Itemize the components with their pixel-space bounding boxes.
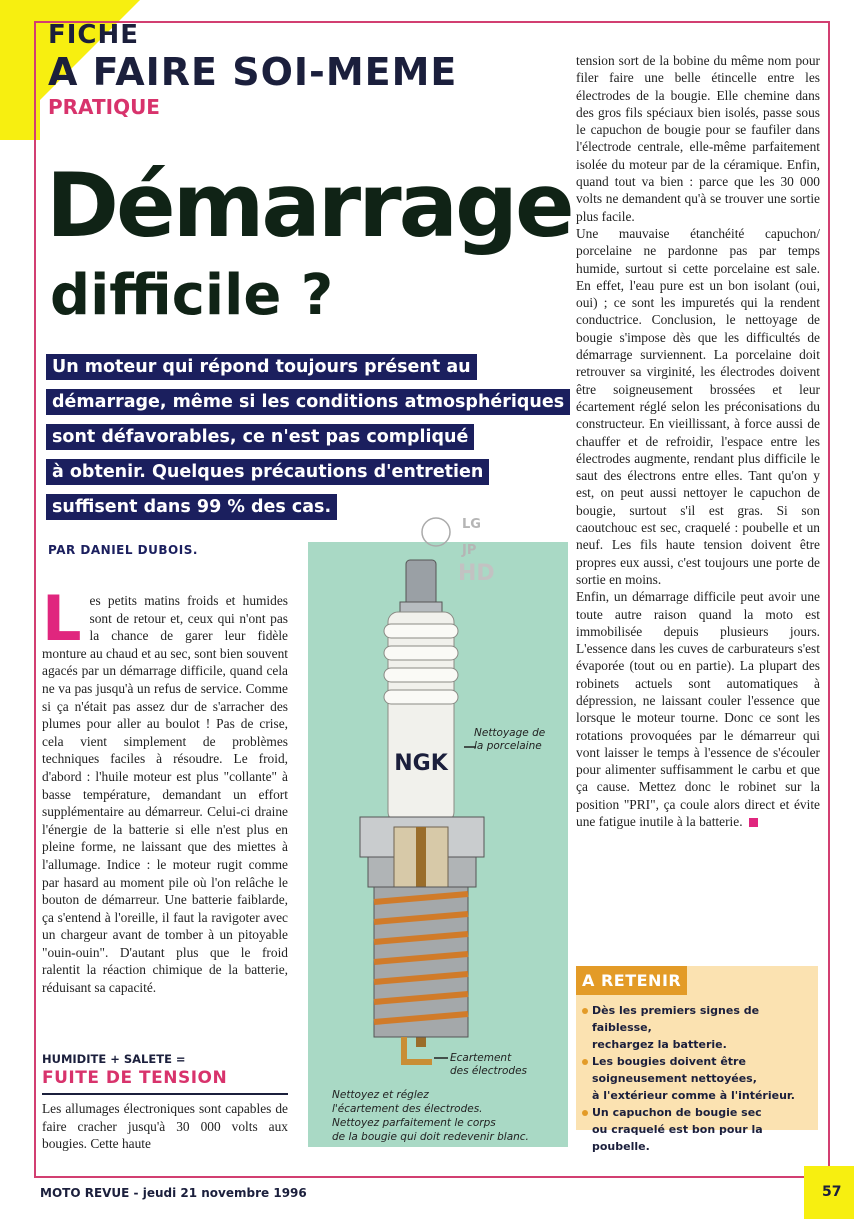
spark-plug-porcelain	[384, 612, 458, 822]
section-label-fiche: FICHE	[48, 20, 140, 50]
body-paragraph	[576, 588, 820, 830]
svg-text:HD: HD	[458, 561, 495, 584]
caption-main: Nettoyez et réglez l'écartement des électrodes. Nettoyez parfaitement le corps de la bougie qui doit redevenir blanc.	[332, 1089, 529, 1143]
section-label-pratique: PRATIQUE	[48, 95, 160, 119]
svg-text:LG: LG	[462, 517, 481, 532]
a-retenir-title: A RETENIR	[576, 966, 687, 995]
body-column-left-continued: Les allumages électroniques sont capables de faire cracher jusqu'à 30 000 volts aux bougies. Cette haute	[42, 1101, 288, 1152]
lead-line: démarrage, même si les conditions atmosphériques	[46, 389, 570, 415]
spark-plug-drawing	[308, 542, 568, 1147]
spark-plug-illustration	[308, 542, 568, 1147]
subhead-rule	[42, 1093, 288, 1095]
byline: PAR DANIEL DUBOIS.	[48, 543, 198, 557]
lead-line: sont défavorables, ce n'est pas compliqué	[46, 424, 474, 450]
body-paragraph: Une mauvaise étanchéité capuchon/ porcelaine ne pardonne pas par temps humide, surtout si cette porcelaine est sale. En effet, l'eau pure est un bon isolant (oui, oui) ; ce sont les impuretés qui la rendent conductrice. Conclusion, le nettoyage de bougie s'impose dès que les difficultés de démarrage surviennent. La porcelaine doit retrouver sa virginité, les électrodes doivent être soigneusement brossées et leur écartement réglé selon les préconisations du constructeur. En vieillissant, à force aussi de chauffer et de refroidir, l'espace entre les électrodes augmente, rendant plus difficile le saut des électrons entre elles. Tant qu'on y est, on peut aussi nettoyer le capuchon de bougie, surtout s'il est gras. Si son caoutchouc est sec, craquelé : poubelle et un neuf. Les fils haute tension doivent être propres eux aussi, c'est toujours une porte de sortie en moins.	[576, 225, 820, 587]
footer-publication: MOTO REVUE - jeudi 21 novembre 1996	[40, 1186, 307, 1200]
lead-line: Un moteur qui répond toujours présent au	[46, 354, 477, 380]
list-item: Dès les premiers signes de faiblesse, rechargez la batterie.	[582, 1002, 812, 1053]
watermark-logo	[418, 502, 498, 584]
svg-text:JP: JP	[462, 543, 477, 558]
body-paragraph: tension sort de la bobine du même nom pour filer faire une belle étincelle entre les électrodes de la bougie. Elle chemine dans des gros fils spéciaux bien isolés, passe sous le capuchon de bougie pour se faufiler dans l'électrode centrale, elle-même parfaitement isolée du moteur par de la céramique. Enfin, quand tout va bien : parce que les 30 000 volts ne demandent qu'à se trouver une sortie plus facile.	[576, 53, 820, 224]
list-item: Les bougies doivent être soigneusement nettoyées, à l'extérieur comme à l'intérieur.	[582, 1053, 812, 1104]
headline-line1: Démarrage	[46, 154, 572, 257]
subhead-small: HUMIDITE + SALETE =	[42, 1052, 186, 1066]
body-text: Enfin, un démarrage difficile peut avoir une toute autre raison quand la moto est immobilisée depuis plusieurs jours. L'essence dans les cuves de carburateurs s'est évaporée (tout ou en partie). La plupart des robinets actuels sont automatiques à dépression, ne laissant couler l'essence que lorsque le moteur tourne. Donc ce sont les rotations provoquées par le démarreur qui vont laisser le temps à l'essence de s'écouler pour alimenter suffisamment le carbu et que ça cause. Mettez donc le robinet sur la position "PRI", ça coule alors direct et évite une fatigue inutile à la batterie.	[576, 589, 820, 830]
headline-line2: difficile ?	[50, 263, 334, 328]
body-column-left	[42, 582, 288, 997]
a-retenir-list	[582, 1002, 812, 1155]
end-mark-icon	[749, 818, 758, 827]
list-item: Un capuchon de bougie sec ou craquelé est bon pour la poubelle.	[582, 1104, 812, 1155]
spark-plug-nut	[400, 602, 442, 612]
body-column-right	[576, 52, 820, 830]
lead-line: à obtenir. Quelques précautions d'entretien	[46, 459, 489, 485]
caption-nettoyage: Nettoyage de la porcelaine	[474, 727, 546, 752]
lead-line: suffisent dans 99 % des cas.	[46, 494, 337, 520]
section-label-a-faire: A FAIRE SOI-MEME	[48, 50, 458, 94]
drop-cap: L	[42, 582, 82, 655]
a-retenir-box	[576, 966, 818, 1153]
subhead-big: FUITE DE TENSION	[42, 1068, 228, 1088]
caption-ecartement: Ecartement des électrodes	[450, 1052, 527, 1077]
spark-plug-thread	[374, 887, 468, 1037]
body-text: es petits matins froids et humides sont de retour et, ceux qui n'ont pas la chance de garer leur fidèle monture au chaud et au sec, sont bien souvent agacés par un démarrage difficile, quand cela ne va pas jusqu'à un refus de service. Comme si ça n'était pas assez dur de s'arracher des plumes pour aller au boulot ! Pas de crise, cela vient simplement de problèmes techniques faciles à résoudre. Le froid, d'abord : l'huile moteur est plus "collante" à basse température, demandant un effort supplémentaire au démarreur. Celui-ci draine l'énergie de la batterie si elle n'est plus en pleine forme, ne laissant que des miettes à l'allumage. Indice : le moteur rugit comme par hasard au moment pile où l'on relâche le bouton de démarreur. Une batterie faiblarde, ça s'entend à l'oreille, il faut la ravigoter avec un chargeur avant de tomber à un pitoyable "ouin-ouin". D'autant plus que le froid ralentit la réaction chimique de la batterie, réduisant sa capacité.	[42, 593, 288, 996]
page-number: 57	[822, 1184, 842, 1200]
ngk-logo: NGK	[394, 751, 448, 776]
